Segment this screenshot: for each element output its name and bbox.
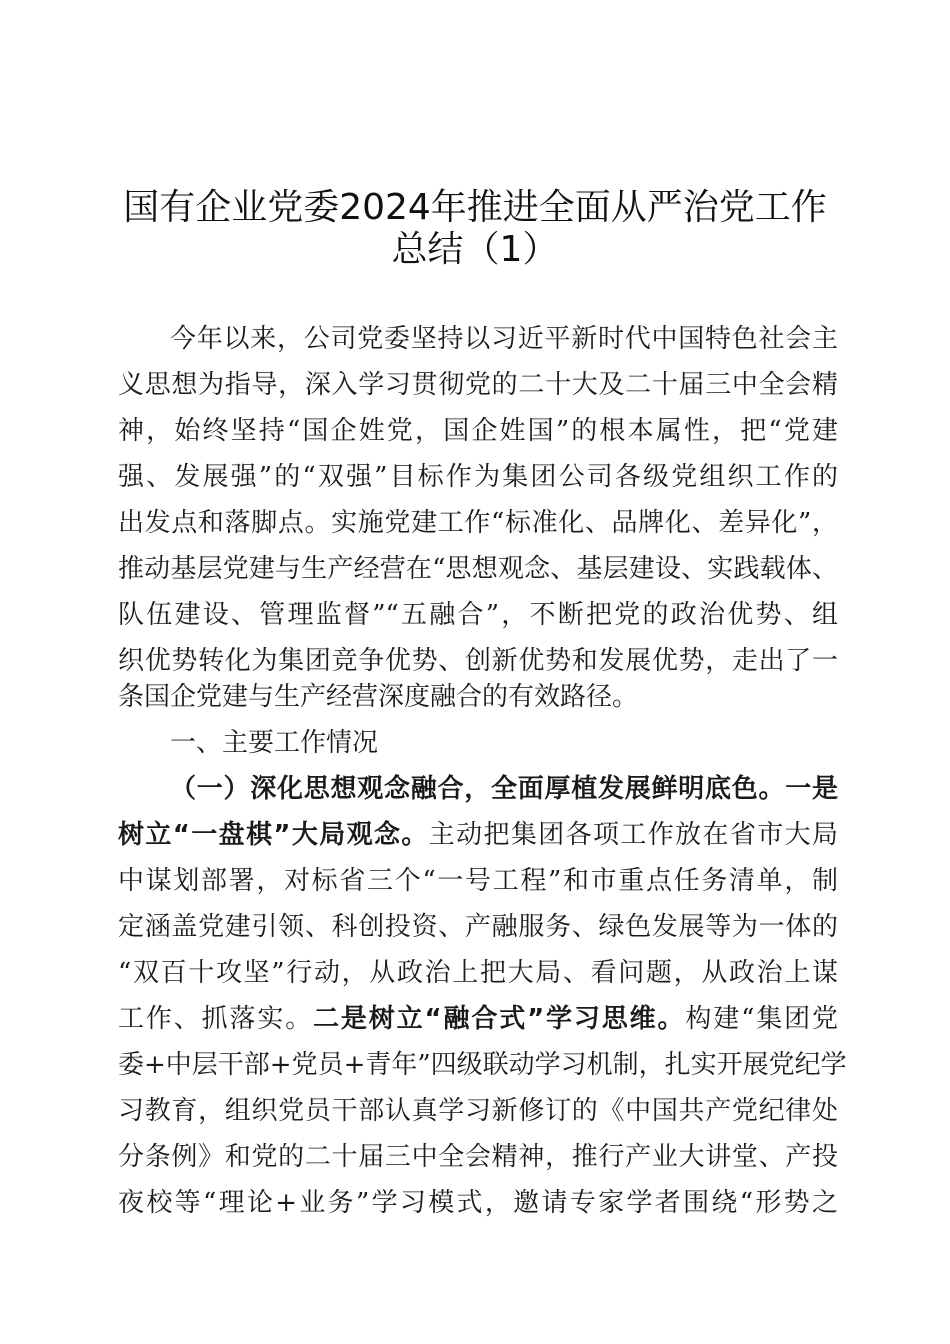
document-title-line-2: 总结（1） [391,229,559,270]
bold-phrase: 二是树立“融合式”学习思维。 [313,1004,686,1034]
body-paragraph-line: 分条例》和党的二十届三中全会精神，推行产业大讲堂、产投 [118,1142,838,1172]
document-title-line-1: 国有企业党委2024年推进全面从严治党工作 [123,187,827,228]
intro-paragraph-line: 神，始终坚持“国企姓党，国企姓国”的根本属性，把“党建 [118,416,838,446]
section-heading: 一、主要工作情况 [170,728,379,758]
body-text: 工作、抓落实。 [118,1004,314,1034]
intro-paragraph-line: 强、发展强”的“双强”目标作为集团公司各级党组织工作的 [118,462,838,492]
body-paragraph-line: 习教育，组织党员干部认真学习新修订的《中国共产党纪律处 [118,1096,838,1126]
body-paragraph-line: 夜校等“理论+业务”学习模式，邀请专家学者围绕“形势之 [118,1188,838,1218]
intro-paragraph-line: 条国企党建与生产经营深度融合的有效路径。 [118,682,639,712]
bold-phrase: 树立“一盘棋”大局观念。 [118,820,429,850]
body-paragraph-line: 定涵盖党建引领、科创投资、产融服务、绿色发展等为一体的 [118,912,838,942]
intro-paragraph-line: 织优势转化为集团竞争优势、创新优势和发展优势，走出了一 [118,646,838,676]
intro-paragraph-line: 出发点和落脚点。实施党建工作“标准化、品牌化、差异化”， [118,508,838,538]
body-paragraph-line: 中谋划部署，对标省三个“一号工程”和市重点任务清单，制 [118,866,838,896]
intro-paragraph-line: 义思想为指导，深入学习贯彻党的二十大及二十届三中全会精 [118,370,838,400]
body-text: 主动把集团各项工作放在省市大局 [428,820,838,850]
body-paragraph-line: “双百十攻坚”行动，从政治上把大局、看问题，从政治上谋 [118,958,838,988]
body-text: 构建“集团党 [685,1004,838,1034]
body-paragraph-line [118,996,838,1042]
subsection-heading-line: （一）深化思想观念融合，全面厚植发展鲜明底色。一是 [170,774,838,804]
intro-paragraph-line: 队伍建设、管理监督”“五融合”，不断把党的政治优势、组 [118,600,838,630]
intro-paragraph-line: 推动基层党建与生产经营在“思想观念、基层建设、实践载体、 [118,554,838,584]
body-paragraph-line [118,812,838,858]
body-paragraph-line: 委+中层干部+党员+青年”四级联动学习机制，扎实开展党纪学 [118,1050,847,1080]
intro-paragraph-line: 今年以来，公司党委坚持以习近平新时代中国特色社会主 [170,324,838,354]
